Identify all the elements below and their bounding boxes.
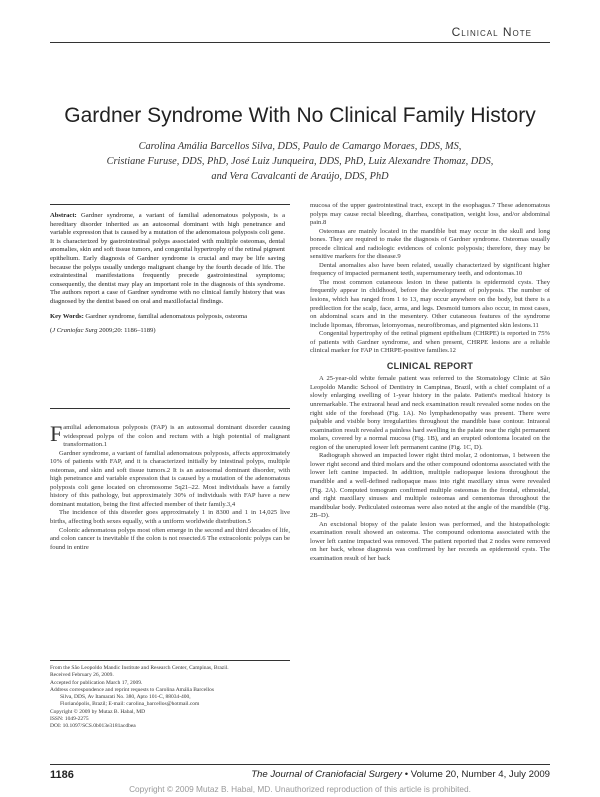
author-line: Carolina Amália Barcellos Silva, DDS, Paulo de Camargo Moraes, DDS, MS, bbox=[138, 141, 462, 152]
case-paragraph: A 25-year-old white female patient was referred to the Stomatology Clinic at São Leopoldo Mandic School of Dentistry in Campinas, Brazil, with a chief complaint of a slowly enlarging swelling of 1-year history in the palate. Patient's medical history is unremarkable. The extraoral head and neck examination result revealed some nodes on the right side of the forehead (Fig. 1A). No lymphadenopathy was present. There were palpable and visible bony irregularities throughout the mandible base contour. Intraoral examination result revealed a painless hard swelling in the palate near the right permanent molars, covered by a normal mucosa (Fig. 1B), and an erupted odontoma located on the region of the unerupted lower left permanent canine (Fig. 1C, D). bbox=[310, 375, 550, 451]
footnote-line: Accepted for publication March 17, 2009. bbox=[50, 679, 143, 686]
footnote-rule bbox=[50, 660, 290, 661]
body-paragraph: mucosa of the upper gastrointestinal tract, except in the esophagus.7 These adenomatous polyps may cause rectal bleeding, diarrhea, constipation, weight loss, and/or abdominal pain.8 bbox=[310, 202, 550, 227]
footnote-line: ISSN: 1049-2275 bbox=[50, 716, 89, 723]
footnote-line: Address correspondence and reprint requests to Carolina Amália Barcellos bbox=[50, 686, 215, 693]
keywords-label: Key Words: bbox=[50, 312, 84, 320]
body-paragraph: Osteomas are mainly located in the mandible but may occur in the skull and long bones. They are required to make the diagnosis of Gardner syndrome. Osteomas usually precede clinical and radiologic evidences of colonic polyposis; therefore, they may be sensitive markers for the disease.9 bbox=[310, 227, 550, 261]
intro-paragraph: Gardner syndrome, a variant of familial adenomatous polyposis, affects approximately 10% of patients with FAP, and it is characterized initially by intestinal polyps, multiple osteomas, and skin and soft tissue tumors.2 It is an autosomal dominant disorder, with high penetrance and variable expression that is caused by a mutation of the adenomatous polyposis coli gene located on chromosome 5q21–22. Most individuals have a family history of this pathology, but approximately 30% of individuals with FAP have a new dominant mutation, being the first affected member of their family.3,4 bbox=[50, 449, 290, 508]
footnote-line: DOI: 10.1097/SCS.0b013e3181acdbea bbox=[50, 723, 136, 730]
intro-paragraph: The incidence of this disorder goes approximately 1 in 8300 and 1 in 14,025 live births, affecting both sexes equally, with a uniform worldwide distribution.5 bbox=[50, 509, 290, 526]
abstract-section bbox=[50, 212, 285, 336]
case-paragraph: An excisional biopsy of the palate lesion was performed, and the histopathologic examination result showed an osteoma. The compound odontoma associated with the lower left canine impacted was removed. The patient reported that 2 nodes were removed on her back, whose diagnosis was confirmed by her records as epidermoid cysts. The examination result of her back bbox=[310, 520, 550, 562]
footer-rule bbox=[50, 764, 550, 765]
journal-issue: • Volume 20, Number 4, July 2009 bbox=[402, 769, 550, 780]
body-paragraph: Congenital hypertrophy of the retinal pigment epithelium (CHRPE) is reported in 75% of patients with Gardner syndrome, and when present, CHRPE lesions are a reliable clinical marker for FAP in CHRPE-positive families.12 bbox=[310, 330, 550, 355]
author-list bbox=[80, 139, 520, 184]
section-label: Clinical Note bbox=[451, 25, 532, 39]
page-number: 1186 bbox=[50, 769, 74, 781]
article-title: Gardner Syndrome With No Clinical Family History bbox=[64, 104, 536, 127]
body-paragraph: Dental anomalies also have been related, usually characterized by significant higher frequency of impacted permanent teeth, supernumerary teeth, and odontomas.10 bbox=[310, 261, 550, 278]
footnote-line: From the São Leopoldo Mandic Institute and Research Center, Campinas, Brazil. bbox=[50, 665, 229, 671]
footnote-line: Received February 26, 2009. bbox=[50, 672, 114, 679]
journal-name: The Journal of Craniofacial Surgery bbox=[251, 769, 403, 780]
keywords-text: Gardner syndrome, familial adenomatous polyposis, osteoma bbox=[83, 312, 248, 320]
journal-info bbox=[251, 769, 550, 780]
footnotes bbox=[50, 665, 290, 731]
case-paragraph: Radiograph showed an impacted lower right third molar, 2 odontomas, 1 between the lower right second and third molars and the other compound odontoma associated with the lower left canine impacted. In addition, multiple radiopaque lesions throughout the mandible and a well-defined radiopaque mass into right maxillary sinus were revealed (Fig. 2A). Computed tomogram confirmed multiple osteomas in the frontal, ethmoidal, and right maxillary sinuses and multiple osteomas and cementomas throughout the mandibular body. Pediculated osteomas were also noted at the angle of the mandible (Fig. 2B–D). bbox=[310, 452, 550, 520]
abstract-bottom-rule bbox=[50, 408, 290, 409]
left-column bbox=[50, 421, 290, 552]
footnote-line: Silva, DDS, Av Itamarati No. 380, Apto 101-C, 88034-400, bbox=[60, 694, 191, 701]
footnote-line: Florianópolis, Brazil; E-mail: carolina_barcellos@hotmail.com bbox=[60, 701, 200, 708]
copyright-notice: Copyright © 2009 Mutaz B. Habal, MD. Unauthorized reproduction of this article is prohibited. bbox=[129, 784, 471, 794]
citation-journal: J Craniofac Surg bbox=[52, 327, 98, 335]
footnote-line: Copyright © 2009 by Mutaz B. Habal, MD bbox=[50, 708, 146, 715]
right-column bbox=[310, 202, 550, 563]
intro-paragraph: Familial adenomatous polyposis (FAP) is an autosomal dominant disorder causing widespread polyps of the colon and rectum with a high potential of malignant transformation.1 bbox=[50, 421, 290, 449]
citation: (J Craniofac Surg 2009;20: 1186–1189) bbox=[50, 327, 156, 335]
abstract-body: Gardner syndrome, a variant of familial adenomatous polyposis, is a hereditary disorder inherited as an autosomal dominant with high penetrance and variable expression that is caused by a mutation of the adenomatous polyposis coli gene. It is characterized by gastrointestinal polyps associated with multiple osteomas, dental anomalies, skin and soft tissue tumors, and congenital hypertrophy of the retinal pigment epithelium. Early diagnosis of Gardner syndrome is crucial and may be life saving because the polyps usually undergo malignant change by the fourth decade of life. The extraintestinal manifestations frequently precede gastrointestinal symptoms; consequently, the dentist may play an important role in the diagnosis of this syndrome. The authors report a case of Gardner syndrome with no clinical family history that was diagnosed by the dentist based on oral and maxillofacial findings. bbox=[50, 212, 285, 305]
keywords bbox=[50, 313, 285, 322]
header-rule bbox=[50, 42, 550, 43]
body-paragraph: The most common cutaneous lesion in these patients is epidermoid cysts. They frequently appear in childhood, before the development of polyposis. The number of lesions, which has ranged from 1 to 13, may occur anywhere on the body, but there is a predilection for the scalp, face, arms, and legs. Desmoid tumors also occur, in most cases, on abdominal scars and in the mesentery. Other cutaneous features of the syndrome include lipomas, fibromas, leiomyomas, neurofibromas, and pigmented skin lesions.11 bbox=[310, 278, 550, 329]
clinical-report-heading: CLINICAL REPORT bbox=[386, 360, 474, 371]
abstract-label: Abstract: bbox=[50, 212, 77, 219]
drop-cap: F bbox=[50, 421, 63, 446]
author-line: Cristiane Furuse, DDS, PhD, José Luiz Junqueira, DDS, PhD, Luiz Alexandre Thomaz, DDS, bbox=[106, 156, 494, 167]
author-line: and Vera Cavalcanti de Araújo, DDS, PhD bbox=[211, 171, 389, 182]
abstract-top-rule bbox=[50, 204, 290, 205]
abstract-text bbox=[50, 212, 285, 307]
intro-paragraph: Colonic adenomatous polyps most often emerge in the second and third decades of life, and colon cancer is inevitable if the colon is not resected.6 The extracolonic polyps can be found in entire bbox=[50, 526, 290, 551]
citation-rest: 2009;20: 1186–1189) bbox=[97, 327, 156, 335]
